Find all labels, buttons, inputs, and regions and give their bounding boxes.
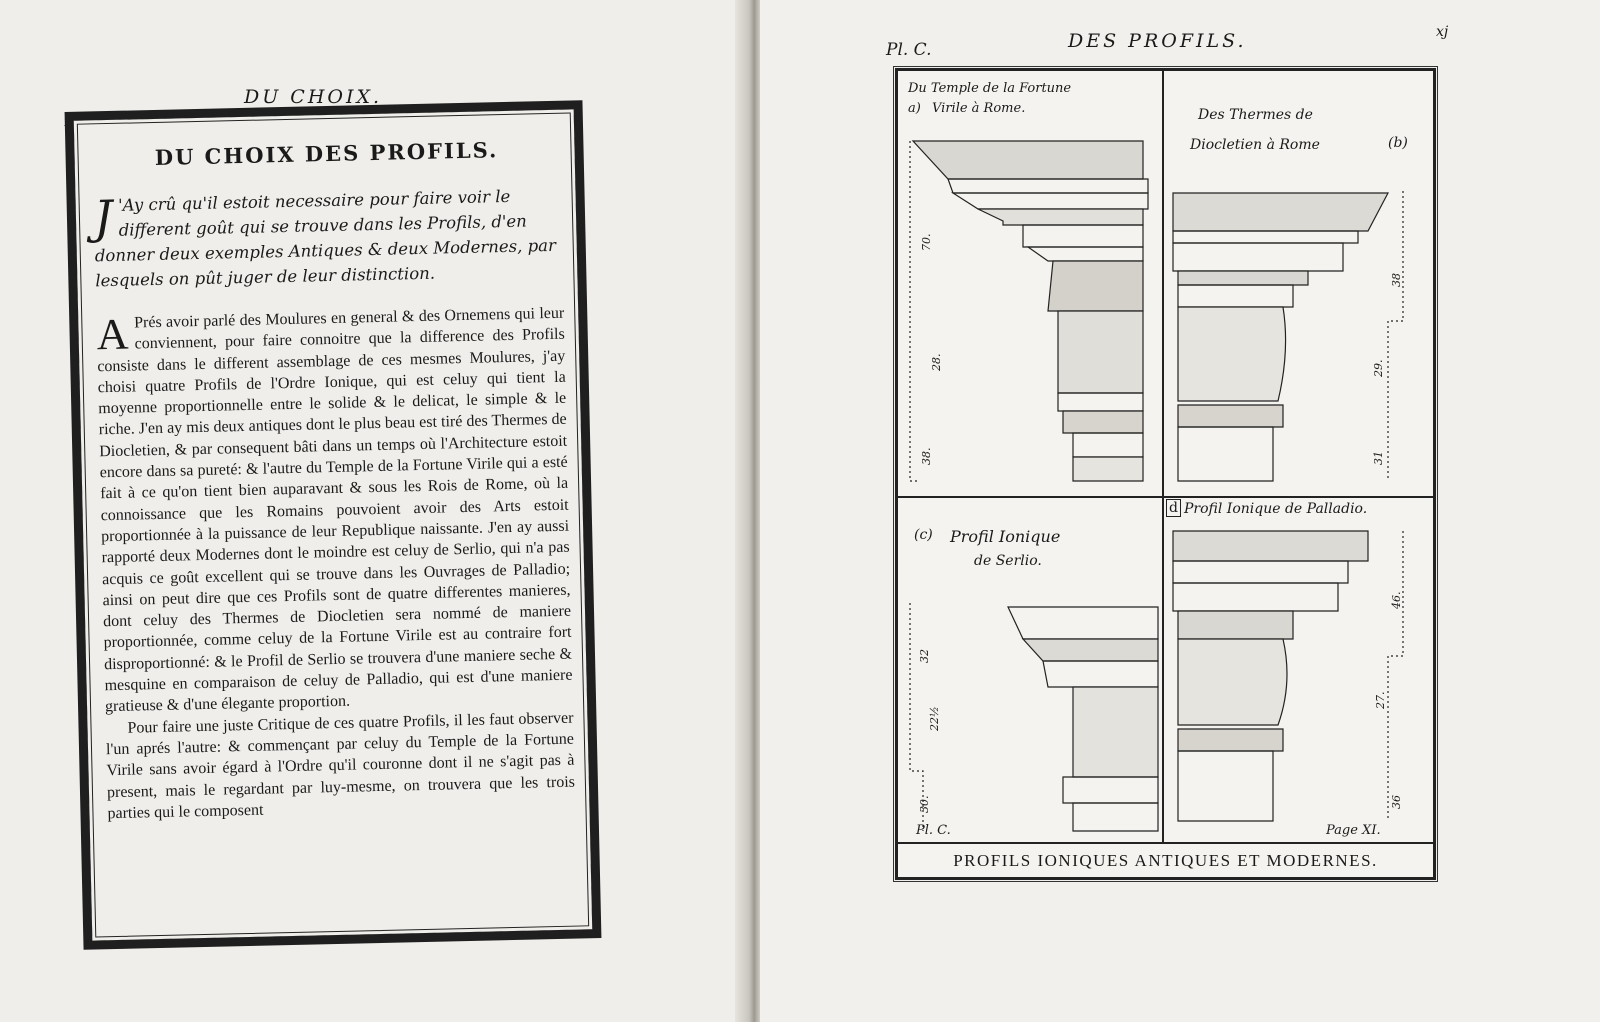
- dim-d-2: 27.: [1374, 691, 1387, 709]
- dim-b-3: 31: [1372, 451, 1385, 465]
- left-running-head: DU CHOIX.: [244, 86, 383, 108]
- chapter-title: DU CHOIX DES PROFILS.: [154, 137, 499, 170]
- frame-content: [92, 136, 578, 930]
- intro-text: 'Ay crû qu'il estoit necessaire pour faire voir le different goût qui se trouve dans les Profils, d'en donner deux exemples Antiques & deux Modernes, par lesquels on pût juger de leur distinction.: [94, 186, 557, 291]
- panel-d-title: Profil Ionique de Palladio.: [1184, 501, 1368, 517]
- plate-caption: PROFILS IONIQUES ANTIQUES ET MODERNES.: [953, 851, 1378, 870]
- right-running-head: DES PROFILS.: [1068, 30, 1247, 52]
- panel-a-title: Du Temple de la Fortune: [908, 81, 1072, 96]
- right-folio: xj: [1436, 24, 1449, 40]
- body-initial: A: [96, 309, 129, 360]
- plate-ref: Pl. C.: [916, 823, 951, 838]
- panel-a-letter: a): [908, 101, 921, 116]
- dim-b-1: 38: [1390, 273, 1403, 287]
- page-ref: Page XI.: [1326, 823, 1381, 838]
- panel-c-title: Profil Ionique: [950, 527, 1061, 546]
- dim-a-2: 28.: [930, 353, 943, 371]
- dim-c-2: 22½: [928, 706, 941, 731]
- panel-b-letter: (b): [1388, 135, 1408, 151]
- body-paragraph-1: [96, 303, 573, 718]
- dim-c-1: 32: [918, 649, 931, 663]
- intro-paragraph: [93, 183, 563, 294]
- dim-a-1: 70.: [920, 233, 933, 251]
- body-p1-text: Prés avoir parlé des Moulures en general & des Ornemens qui leur conviennent, pour faire connoitre que la difference des Profils consiste dans le different assemblage de ces mesmes Moulures, j'ay choisi quatre Profils de l'Ordre Ionique, qui est celuy qui tient la moyenne proportionnelle entre le solide & le delicat, le simple & le riche. J'en ay mis deux antiques dont le plus beau est tiré des Thermes de Diocletien, & par consequent bâti dans un temps où l'Architecture estoit encore dans sa pureté: & l'autre du Temple de la Fortune Virile qui a esté fait à ce qu'on tient bien auparavant & sous les Rois de Rome, où la connoissance que les Romains pouvoient avoir des Arts estoit proportionnée à la puissance de leur Republique naissante. J'en ay aussi rapporté deux Modernes dont le moindre est celuy de Serlio, qui n'a pas acquis ce goût excellent qui se trouve dans les Ouvrages de Palladio; ainsi on peut dire que ces Profils sont de quatre differentes manieres, dont celuy des Thermes de Diocletien sera nommé de maniere proportionnée, comme celuy de la Fortune Virile est au contraire fort disproportionné: & le Profil de Serlio se trouvera d'une maniere seche & mesquine en comparaison de celuy de Palladio, qui est d'une maniere gratieuse & d'une élegante proportion.: [97, 304, 573, 716]
- left-page: [0, 0, 745, 1022]
- dim-b-2: 29.: [1372, 359, 1385, 377]
- panel-c-title2: de Serlio.: [974, 553, 1042, 569]
- plate-drawing: [898, 71, 1433, 877]
- dim-d-3: 36: [1390, 795, 1403, 809]
- panel-a-title2: Virile à Rome.: [932, 101, 1026, 116]
- body-paragraph-2: Pour faire une juste Critique de ces quatre Profils, il les faut observer l'un aprés l'autre: & commençant par celuy du Temple de la Fortune Virile sans avoir égard à l'Ordre qu'il couronne dont il ne s'agit pas à present, mais le regardant par luy-mesme, on trouvera que les trois parties qui le composent: [105, 709, 576, 823]
- intro-initial: J: [93, 189, 114, 245]
- text-frame: [65, 100, 602, 950]
- plate-number: Pl. C.: [886, 40, 932, 60]
- dim-c-3: 30.: [918, 795, 931, 813]
- engraved-plate: [895, 68, 1436, 880]
- dim-a-3: 38.: [920, 447, 933, 465]
- left-folio: x: [64, 114, 72, 130]
- panel-b-title: Des Thermes de: [1198, 107, 1313, 123]
- panel-d-letter: d: [1166, 499, 1181, 517]
- panel-c-letter: (c): [914, 527, 933, 543]
- panel-b-title2: Diocletien à Rome: [1190, 137, 1320, 153]
- dim-d-1: 46.: [1390, 591, 1403, 609]
